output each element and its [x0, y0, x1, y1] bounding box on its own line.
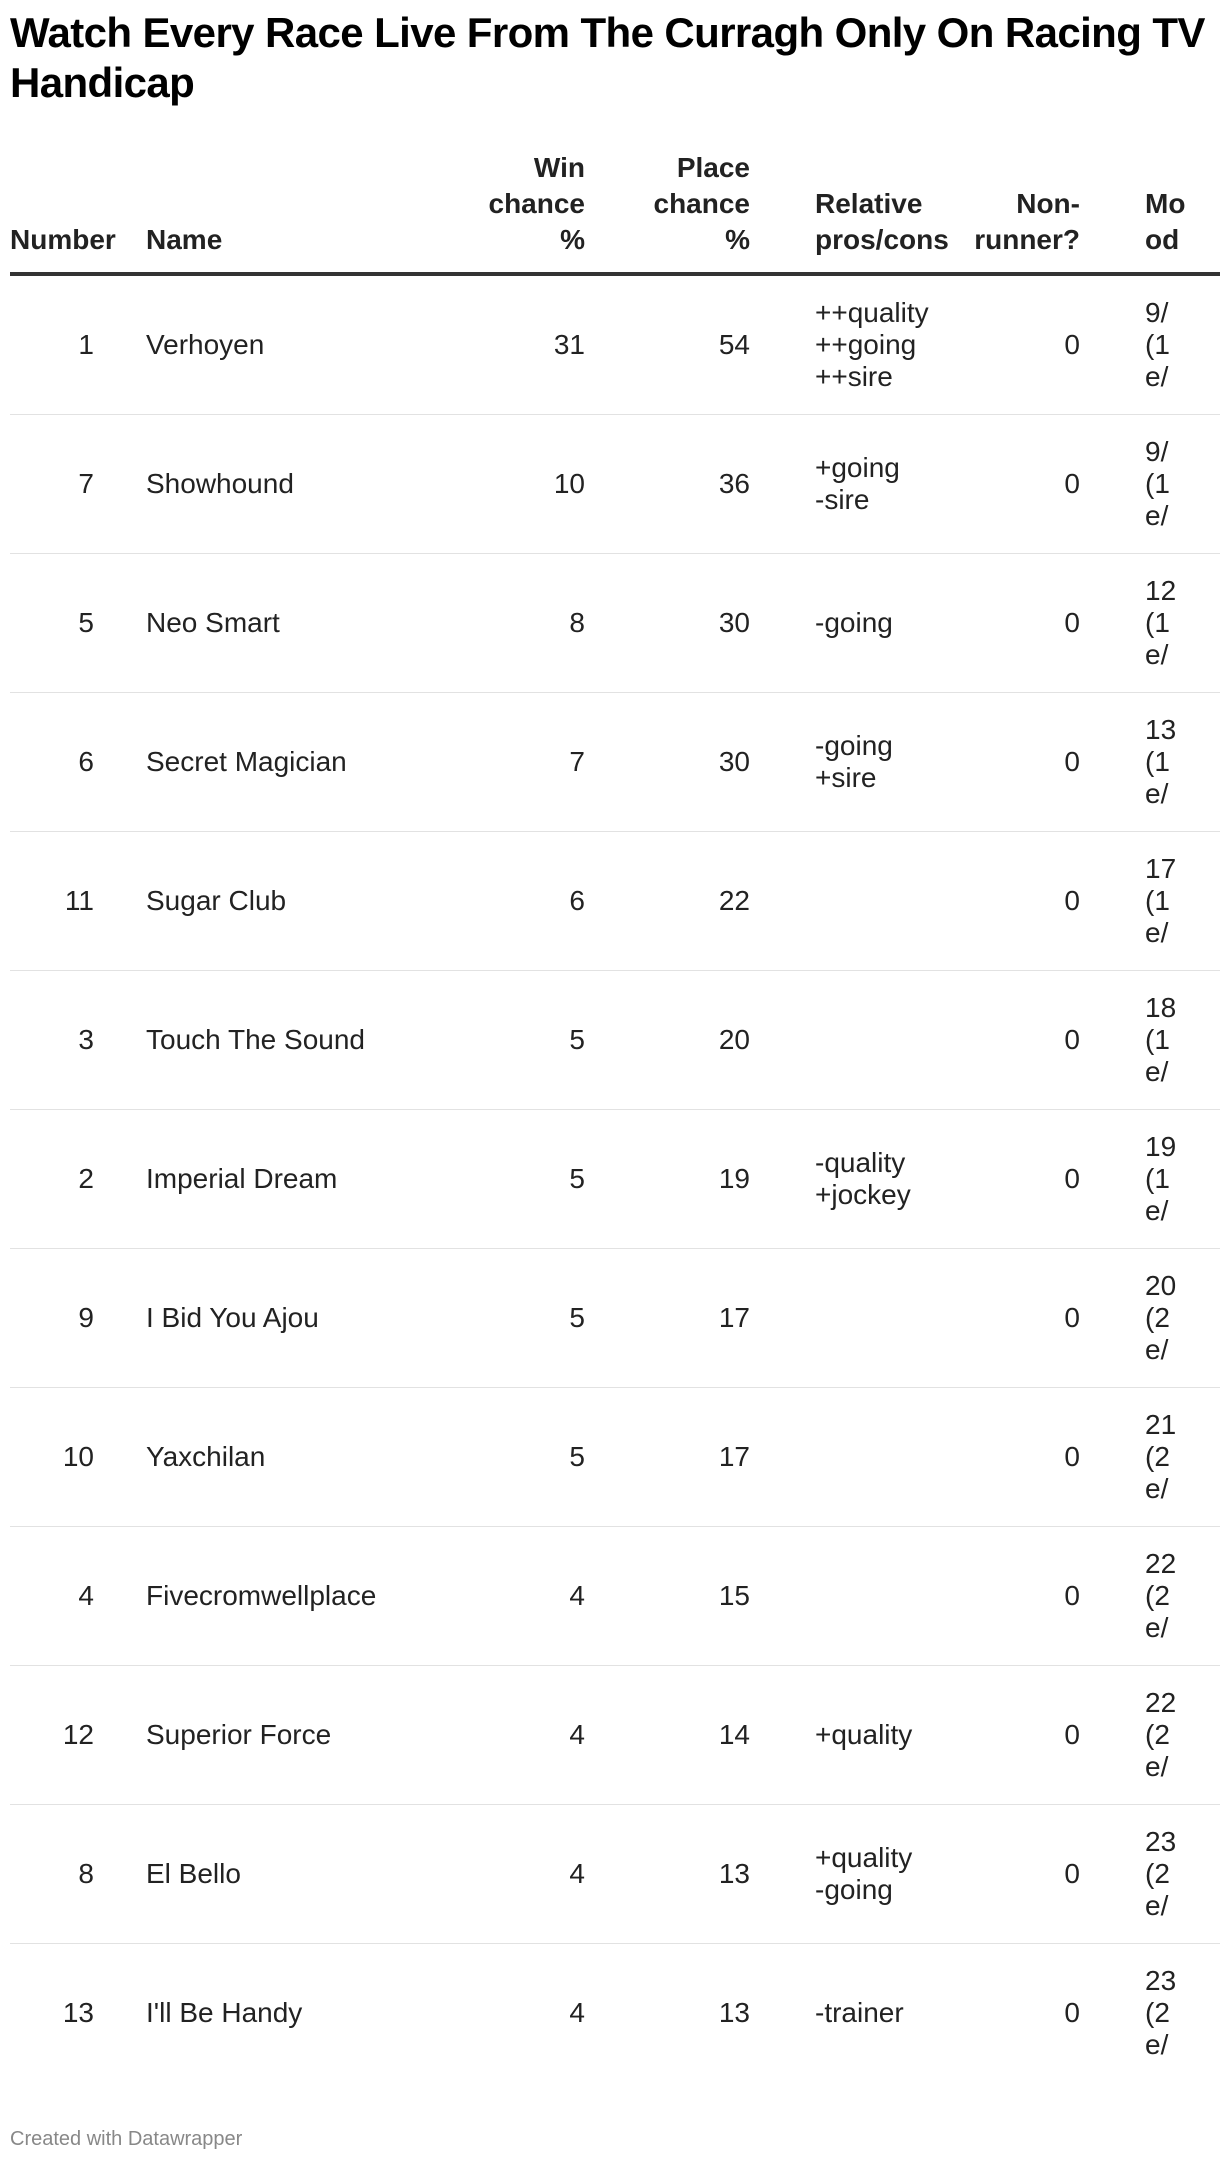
model-odds-line: e/ — [1145, 1195, 1169, 1226]
header-label: Non- — [1016, 188, 1080, 219]
model-odds-line: 20 — [1145, 1270, 1177, 1301]
model-odds-line: 13 — [1145, 714, 1177, 745]
cell-place-chance: 20 — [585, 971, 750, 1110]
header-place-chance[interactable] — [585, 150, 750, 274]
header-label: chance — [653, 188, 750, 219]
model-odds-line: e/ — [1145, 1751, 1169, 1782]
model-odds-line: 9/ — [1145, 436, 1169, 467]
cell-place-chance: 17 — [585, 1249, 750, 1388]
cell-win-chance: 4 — [420, 1527, 585, 1666]
model-odds-line: 22 — [1145, 1687, 1177, 1718]
model-odds-line: (2 — [1145, 1858, 1170, 1889]
cell-model-odds — [1080, 1805, 1220, 1944]
cell-relative — [750, 693, 930, 832]
cell-model-odds — [1080, 1110, 1220, 1249]
model-odds-line: e/ — [1145, 1334, 1169, 1365]
header-label: Win — [533, 152, 585, 183]
results-table-container — [10, 150, 1220, 2080]
model-odds-line: 22 — [1145, 1548, 1177, 1579]
cell-place-chance: 22 — [585, 832, 750, 971]
cell-name: El Bello — [130, 1805, 420, 1944]
cell-place-chance: 30 — [585, 693, 750, 832]
cell-relative — [750, 1805, 930, 1944]
model-odds-line: (2 — [1145, 1441, 1170, 1472]
table-row — [10, 693, 1220, 832]
table-row — [10, 1666, 1220, 1805]
cell-win-chance: 31 — [420, 274, 585, 415]
table-row — [10, 274, 1220, 415]
cell-model-odds — [1080, 554, 1220, 693]
cell-name: I Bid You Ajou — [130, 1249, 420, 1388]
model-odds-line: (1 — [1145, 885, 1170, 916]
model-odds-line: (2 — [1145, 1302, 1170, 1333]
model-odds-line: e/ — [1145, 2029, 1169, 2060]
cell-number: 8 — [10, 1805, 130, 1944]
table-row — [10, 1944, 1220, 2081]
model-odds-line: (1 — [1145, 1163, 1170, 1194]
cell-model-odds — [1080, 1388, 1220, 1527]
table-row — [10, 1805, 1220, 1944]
cell-place-chance: 19 — [585, 1110, 750, 1249]
cell-model-odds — [1080, 971, 1220, 1110]
model-odds-line: e/ — [1145, 1473, 1169, 1504]
model-odds-line: (1 — [1145, 329, 1170, 360]
cell-name: Imperial Dream — [130, 1110, 420, 1249]
cell-relative — [750, 415, 930, 554]
header-row — [10, 150, 1220, 274]
model-odds-line: 21 — [1145, 1409, 1177, 1440]
cell-relative — [750, 1527, 930, 1666]
title-line: Watch Every Race Live From The Curragh Only On Racing TV — [10, 9, 1205, 56]
header-label: Name — [146, 224, 223, 255]
cell-number: 9 — [10, 1249, 130, 1388]
cell-win-chance: 5 — [420, 1388, 585, 1527]
relative-item: -going — [815, 1874, 893, 1905]
cell-name: Fivecromwellplace — [130, 1527, 420, 1666]
header-model-odds[interactable] — [1080, 150, 1220, 274]
cell-win-chance: 8 — [420, 554, 585, 693]
cell-relative — [750, 1110, 930, 1249]
cell-win-chance: 4 — [420, 1944, 585, 2081]
cell-name: Showhound — [130, 415, 420, 554]
cell-number: 7 — [10, 415, 130, 554]
header-label: % — [560, 224, 585, 255]
cell-name: Sugar Club — [130, 832, 420, 971]
cell-number: 1 — [10, 274, 130, 415]
table-row — [10, 1249, 1220, 1388]
cell-number: 11 — [10, 832, 130, 971]
cell-model-odds — [1080, 415, 1220, 554]
chart-title — [10, 8, 1220, 108]
table-row — [10, 415, 1220, 554]
relative-item: -sire — [815, 484, 870, 515]
table-row — [10, 1527, 1220, 1666]
cell-place-chance: 54 — [585, 274, 750, 415]
cell-number: 2 — [10, 1110, 130, 1249]
header-label: chance — [488, 188, 585, 219]
cell-name: Touch The Sound — [130, 971, 420, 1110]
cell-non-runner: 0 — [930, 1805, 1080, 1944]
relative-item: +sire — [815, 762, 877, 793]
cell-model-odds — [1080, 832, 1220, 971]
cell-model-odds — [1080, 274, 1220, 415]
header-win-chance[interactable] — [420, 150, 585, 274]
model-odds-line: e/ — [1145, 500, 1169, 531]
model-odds-line: (2 — [1145, 1580, 1170, 1611]
cell-model-odds — [1080, 693, 1220, 832]
cell-name: I'll Be Handy — [130, 1944, 420, 2081]
cell-place-chance: 13 — [585, 1805, 750, 1944]
footer-credit: Created with Datawrapper — [10, 2128, 243, 2150]
cell-non-runner: 0 — [930, 1944, 1080, 2081]
model-odds-line: e/ — [1145, 1890, 1169, 1921]
cell-non-runner: 0 — [930, 693, 1080, 832]
cell-relative — [750, 971, 930, 1110]
cell-non-runner: 0 — [930, 832, 1080, 971]
cell-name: Yaxchilan — [130, 1388, 420, 1527]
header-label: Number — [10, 224, 116, 255]
relative-item: -going — [815, 607, 893, 638]
model-odds-line: 9/ — [1145, 297, 1169, 328]
relative-item: -quality — [815, 1147, 906, 1178]
cell-place-chance: 15 — [585, 1527, 750, 1666]
cell-non-runner: 0 — [930, 415, 1080, 554]
model-odds-line: 23 — [1145, 1965, 1177, 1996]
model-odds-line: e/ — [1145, 639, 1169, 670]
cell-non-runner: 0 — [930, 1527, 1080, 1666]
header-label: Place — [676, 152, 750, 183]
table-row — [10, 832, 1220, 971]
table-row — [10, 554, 1220, 693]
cell-non-runner: 0 — [930, 1249, 1080, 1388]
model-odds-line: 19 — [1145, 1131, 1177, 1162]
header-label: od — [1145, 224, 1180, 255]
cell-win-chance: 4 — [420, 1805, 585, 1944]
cell-number: 4 — [10, 1527, 130, 1666]
model-odds-line: (1 — [1145, 607, 1170, 638]
model-odds-line: (2 — [1145, 1719, 1170, 1750]
cell-non-runner: 0 — [930, 1110, 1080, 1249]
table-row — [10, 1388, 1220, 1527]
cell-model-odds — [1080, 1944, 1220, 2081]
cell-non-runner: 0 — [930, 971, 1080, 1110]
table-row — [10, 971, 1220, 1110]
cell-model-odds — [1080, 1666, 1220, 1805]
cell-name: Secret Magician — [130, 693, 420, 832]
model-odds-line: (1 — [1145, 746, 1170, 777]
cell-name: Verhoyen — [130, 274, 420, 415]
cell-win-chance: 6 — [420, 832, 585, 971]
cell-relative — [750, 1666, 930, 1805]
relative-item: ++going — [815, 329, 917, 360]
cell-win-chance: 5 — [420, 1249, 585, 1388]
results-table — [10, 150, 1220, 2080]
model-odds-line: 23 — [1145, 1826, 1177, 1857]
relative-item: -trainer — [815, 1997, 904, 2028]
model-odds-line: e/ — [1145, 361, 1169, 392]
cell-relative — [750, 832, 930, 971]
model-odds-line: e/ — [1145, 778, 1169, 809]
cell-number: 5 — [10, 554, 130, 693]
cell-relative — [750, 1249, 930, 1388]
header-label: runner? — [974, 224, 1080, 255]
cell-name: Neo Smart — [130, 554, 420, 693]
cell-number: 6 — [10, 693, 130, 832]
model-odds-line: (1 — [1145, 468, 1170, 499]
model-odds-line: (2 — [1145, 1997, 1170, 2028]
model-odds-line: 12 — [1145, 575, 1177, 606]
cell-win-chance: 7 — [420, 693, 585, 832]
model-odds-line: e/ — [1145, 1612, 1169, 1643]
cell-relative — [750, 274, 930, 415]
cell-win-chance: 5 — [420, 971, 585, 1110]
title-line: Handicap — [10, 59, 195, 106]
header-label: Relative — [815, 188, 923, 219]
header-non-runner[interactable] — [930, 150, 1080, 274]
cell-non-runner: 0 — [930, 274, 1080, 415]
cell-number: 10 — [10, 1388, 130, 1527]
model-odds-line: (1 — [1145, 1024, 1170, 1055]
header-name[interactable] — [130, 150, 420, 274]
cell-name: Superior Force — [130, 1666, 420, 1805]
cell-relative — [750, 1944, 930, 2081]
table-row — [10, 1110, 1220, 1249]
header-number[interactable] — [10, 150, 130, 274]
relative-item: ++sire — [815, 361, 893, 392]
relative-item: +going — [815, 452, 900, 483]
table-body — [10, 274, 1220, 2080]
cell-non-runner: 0 — [930, 554, 1080, 693]
header-label: pros/cons — [815, 224, 949, 255]
relative-item: +jockey — [815, 1179, 911, 1210]
cell-number: 13 — [10, 1944, 130, 2081]
header-relative-pros-cons[interactable] — [750, 150, 949, 274]
cell-non-runner: 0 — [930, 1666, 1080, 1805]
cell-place-chance: 13 — [585, 1944, 750, 2081]
model-odds-line: e/ — [1145, 1056, 1169, 1087]
relative-item: +quality — [815, 1719, 913, 1750]
relative-item: +quality — [815, 1842, 913, 1873]
model-odds-line: e/ — [1145, 917, 1169, 948]
cell-relative — [750, 554, 930, 693]
relative-item: ++quality — [815, 297, 929, 328]
cell-number: 3 — [10, 971, 130, 1110]
cell-place-chance: 30 — [585, 554, 750, 693]
model-odds-line: 18 — [1145, 992, 1177, 1023]
model-odds-line: 17 — [1145, 853, 1177, 884]
cell-number: 12 — [10, 1666, 130, 1805]
cell-non-runner: 0 — [930, 1388, 1080, 1527]
cell-win-chance: 4 — [420, 1666, 585, 1805]
header-label: Mo — [1145, 188, 1186, 219]
cell-model-odds — [1080, 1249, 1220, 1388]
cell-win-chance: 10 — [420, 415, 585, 554]
cell-place-chance: 17 — [585, 1388, 750, 1527]
cell-win-chance: 5 — [420, 1110, 585, 1249]
cell-relative — [750, 1388, 930, 1527]
header-label: % — [725, 224, 750, 255]
cell-place-chance: 36 — [585, 415, 750, 554]
cell-model-odds — [1080, 1527, 1220, 1666]
relative-item: -going — [815, 730, 893, 761]
cell-place-chance: 14 — [585, 1666, 750, 1805]
